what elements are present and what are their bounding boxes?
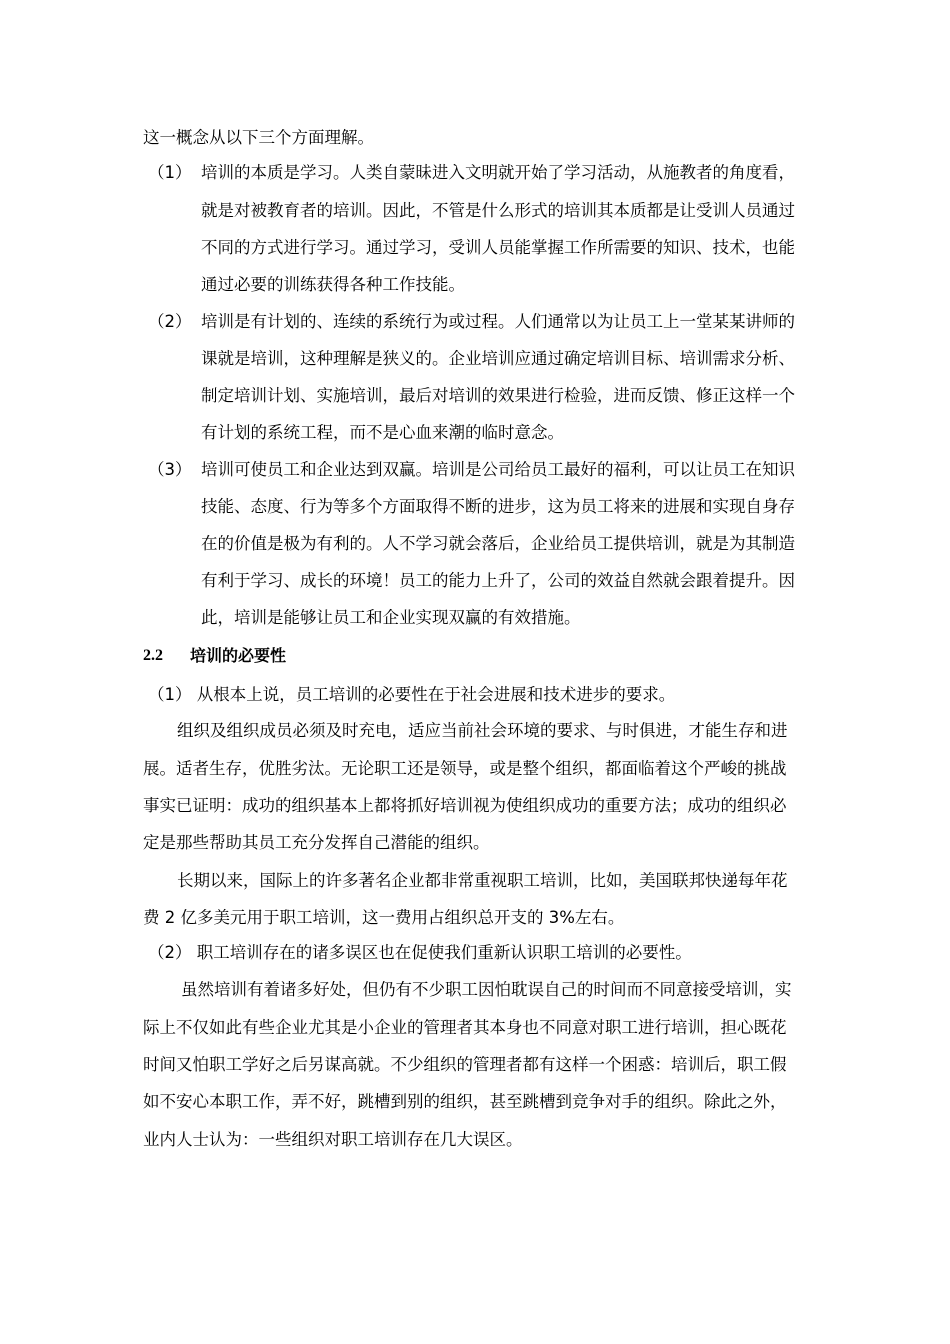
item-2-line-3: 制定培训计划、实施培训，最后对培训的效果进行检验，进而反馈、修正这样一个 <box>201 386 795 405</box>
item-2-line-1: 培训是有计划的、连续的系统行为或过程。人们通常以为让员工上一堂某某讲师的 <box>201 312 795 331</box>
point-1: （1） 从根本上说，员工培训的必要性在于社会进展和技术进步的要求。 <box>148 685 676 704</box>
item-1-number: （1） <box>148 163 192 182</box>
item-3-line-1: 培训可使员工和企业达到双赢。培训是公司给员工最好的福利，可以让员工在知识 <box>201 460 795 479</box>
section-title: 培训的必要性 <box>190 646 287 665</box>
item-3-line-4: 有利于学习、成长的环境！员工的能力上升了，公司的效益自然就会跟着提升。因 <box>201 571 795 590</box>
item-3-line-5: 此，培训是能够让员工和企业实现双赢的有效措施。 <box>201 608 581 627</box>
intro-line: 这一概念从以下三个方面理解。 <box>143 128 374 147</box>
item-3-line-2: 技能、态度、行为等多个方面取得不断的进步，这为员工将来的进展和实现自身存 <box>201 497 795 516</box>
item-3-line-3: 在的价值是极为有利的。人不学习就会落后，企业给员工提供培训，就是为其制造 <box>201 534 795 553</box>
point-2: （2） 职工培训存在的诸多误区也在促使我们重新认识职工培训的必要性。 <box>148 943 692 962</box>
item-2-line-4: 有计划的系统工程，而不是心血来潮的临时意念。 <box>201 423 564 442</box>
item-2-line-2: 课就是培训，这种理解是狭义的。企业培训应通过确定培训目标、培训需求分析、 <box>201 349 795 368</box>
item-1-line-3: 不同的方式进行学习。通过学习，受训人员能掌握工作所需要的知识、技术，也能 <box>201 238 795 257</box>
para-3-line-3: 时间又怕职工学好之后另谋高就。不少组织的管理者都有这样一个困惑：培训后，职工假 <box>143 1055 787 1074</box>
para-1-line-4: 定是那些帮助其员工充分发挥自己潜能的组织。 <box>143 833 490 852</box>
item-3-number: （3） <box>148 460 192 479</box>
para-3-line-5: 业内人士认为：一些组织对职工培训存在几大误区。 <box>143 1130 523 1149</box>
item-1-line-1: 培训的本质是学习。人类自蒙昧进入文明就开始了学习活动，从施教者的角度看， <box>201 163 795 182</box>
item-2-number: （2） <box>148 312 192 331</box>
para-3-line-4: 如不安心本职工作，弄不好，跳槽到别的组织，甚至跳槽到竞争对手的组织。除此之外， <box>143 1092 787 1111</box>
para-3-line-1: 虽然培训有着诸多好处，但仍有不少职工因怕耽误自己的时间而不同意接受培训，实 <box>181 980 792 999</box>
para-1-line-1: 组织及组织成员必须及时充电，适应当前社会环境的要求、与时俱进，才能生存和进 <box>177 721 788 740</box>
item-1-line-4: 通过必要的训练获得各种工作技能。 <box>201 275 465 294</box>
para-1-line-2: 展。适者生存，优胜劣汰。无论职工还是领导，或是整个组织，都面临着这个严峻的挑战 <box>143 759 787 778</box>
section-number: 2.2 <box>143 647 163 664</box>
para-2-line-2: 费 2 亿多美元用于职工培训，这一费用占组织总开支的 3%左右。 <box>143 908 625 927</box>
para-1-line-3: 事实已证明：成功的组织基本上都将抓好培训视为使组织成功的重要方法；成功的组织必 <box>143 796 787 815</box>
para-2-line-1: 长期以来，国际上的许多著名企业都非常重视职工培训，比如，美国联邦快递每年花 <box>177 871 788 890</box>
para-3-line-2: 际上不仅如此有些企业尤其是小企业的管理者其本身也不同意对职工进行培训，担心既花 <box>143 1018 787 1037</box>
item-1-line-2: 就是对被教育者的培训。因此，不管是什么形式的培训其本质都是让受训人员通过 <box>201 201 795 220</box>
